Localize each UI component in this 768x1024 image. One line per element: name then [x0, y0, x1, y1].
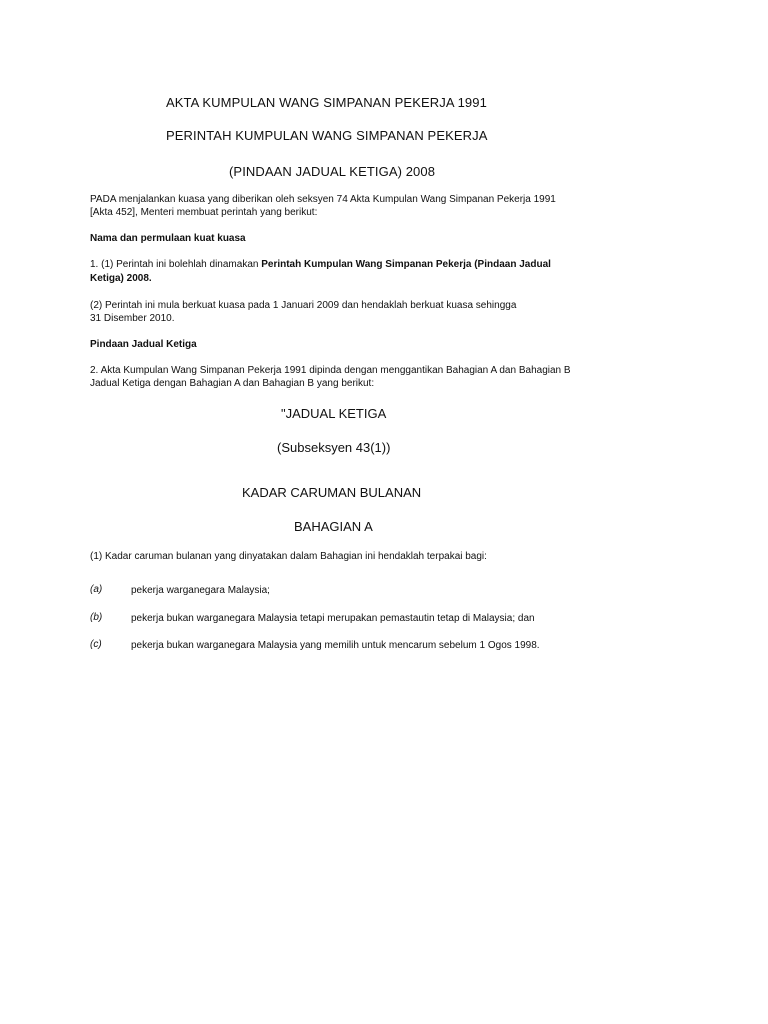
- order-title: PERINTAH KUMPULAN WANG SIMPANAN PEKERJA: [166, 128, 488, 143]
- schedule-subsection: (Subseksyen 43(1)): [277, 440, 391, 455]
- list-item-label: (c): [90, 639, 102, 650]
- list-item-label: (b): [90, 612, 103, 623]
- part-intro: (1) Kadar caruman bulanan yang dinyatakan dalam Bahagian ini hendaklah terpakai bagi:: [90, 551, 487, 562]
- section1-para1-prefix: 1. (1) Perintah ini bolehlah dinamakan: [90, 259, 262, 270]
- preamble-line-1: PADA menjalankan kuasa yang diberikan oleh seksyen 74 Akta Kumpulan Wang Simpanan Pekerja 1991: [90, 194, 556, 205]
- section1-para2-line1: (2) Perintah ini mula berkuat kuasa pada 1 Januari 2009 dan hendaklah berkuat kuasa sehingga: [90, 300, 517, 311]
- order-name-bold: Perintah Kumpulan Wang Simpanan Pekerja (Pindaan Jadual: [261, 259, 551, 270]
- list-item-text: pekerja bukan warganegara Malaysia yang memilih untuk mencarum sebelum 1 Ogos 1998.: [131, 640, 540, 651]
- part-title: BAHAGIAN A: [294, 519, 373, 534]
- list-item-text: pekerja bukan warganegara Malaysia tetapi merupakan pemastautin tetap di Malaysia; dan: [131, 613, 535, 624]
- section1-para2-line2: 31 Disember 2010.: [90, 313, 175, 324]
- list-item-text: pekerja warganegara Malaysia;: [131, 585, 270, 596]
- section2-line1: 2. Akta Kumpulan Wang Simpanan Pekerja 1991 dipinda dengan menggantikan Bahagian A dan Bahagian B: [90, 365, 571, 376]
- rates-title: KADAR CARUMAN BULANAN: [242, 485, 422, 500]
- section-heading-amendment: Pindaan Jadual Ketiga: [90, 339, 197, 350]
- section-heading-name: Nama dan permulaan kuat kuasa: [90, 233, 246, 244]
- amendment-title: (PINDAAN JADUAL KETIGA) 2008: [229, 164, 436, 179]
- schedule-title: "JADUAL KETIGA: [281, 406, 387, 421]
- act-title: AKTA KUMPULAN WANG SIMPANAN PEKERJA 1991: [166, 95, 487, 110]
- order-name-bold-cont: Ketiga) 2008.: [90, 273, 152, 284]
- list-item-label: (a): [90, 584, 103, 595]
- preamble-line-2: [Akta 452], Menteri membuat perintah yang berikut:: [90, 207, 318, 218]
- section2-line2: Jadual Ketiga dengan Bahagian A dan Bahagian B yang berikut:: [90, 378, 375, 389]
- section1-para1-line1: [90, 258, 551, 271]
